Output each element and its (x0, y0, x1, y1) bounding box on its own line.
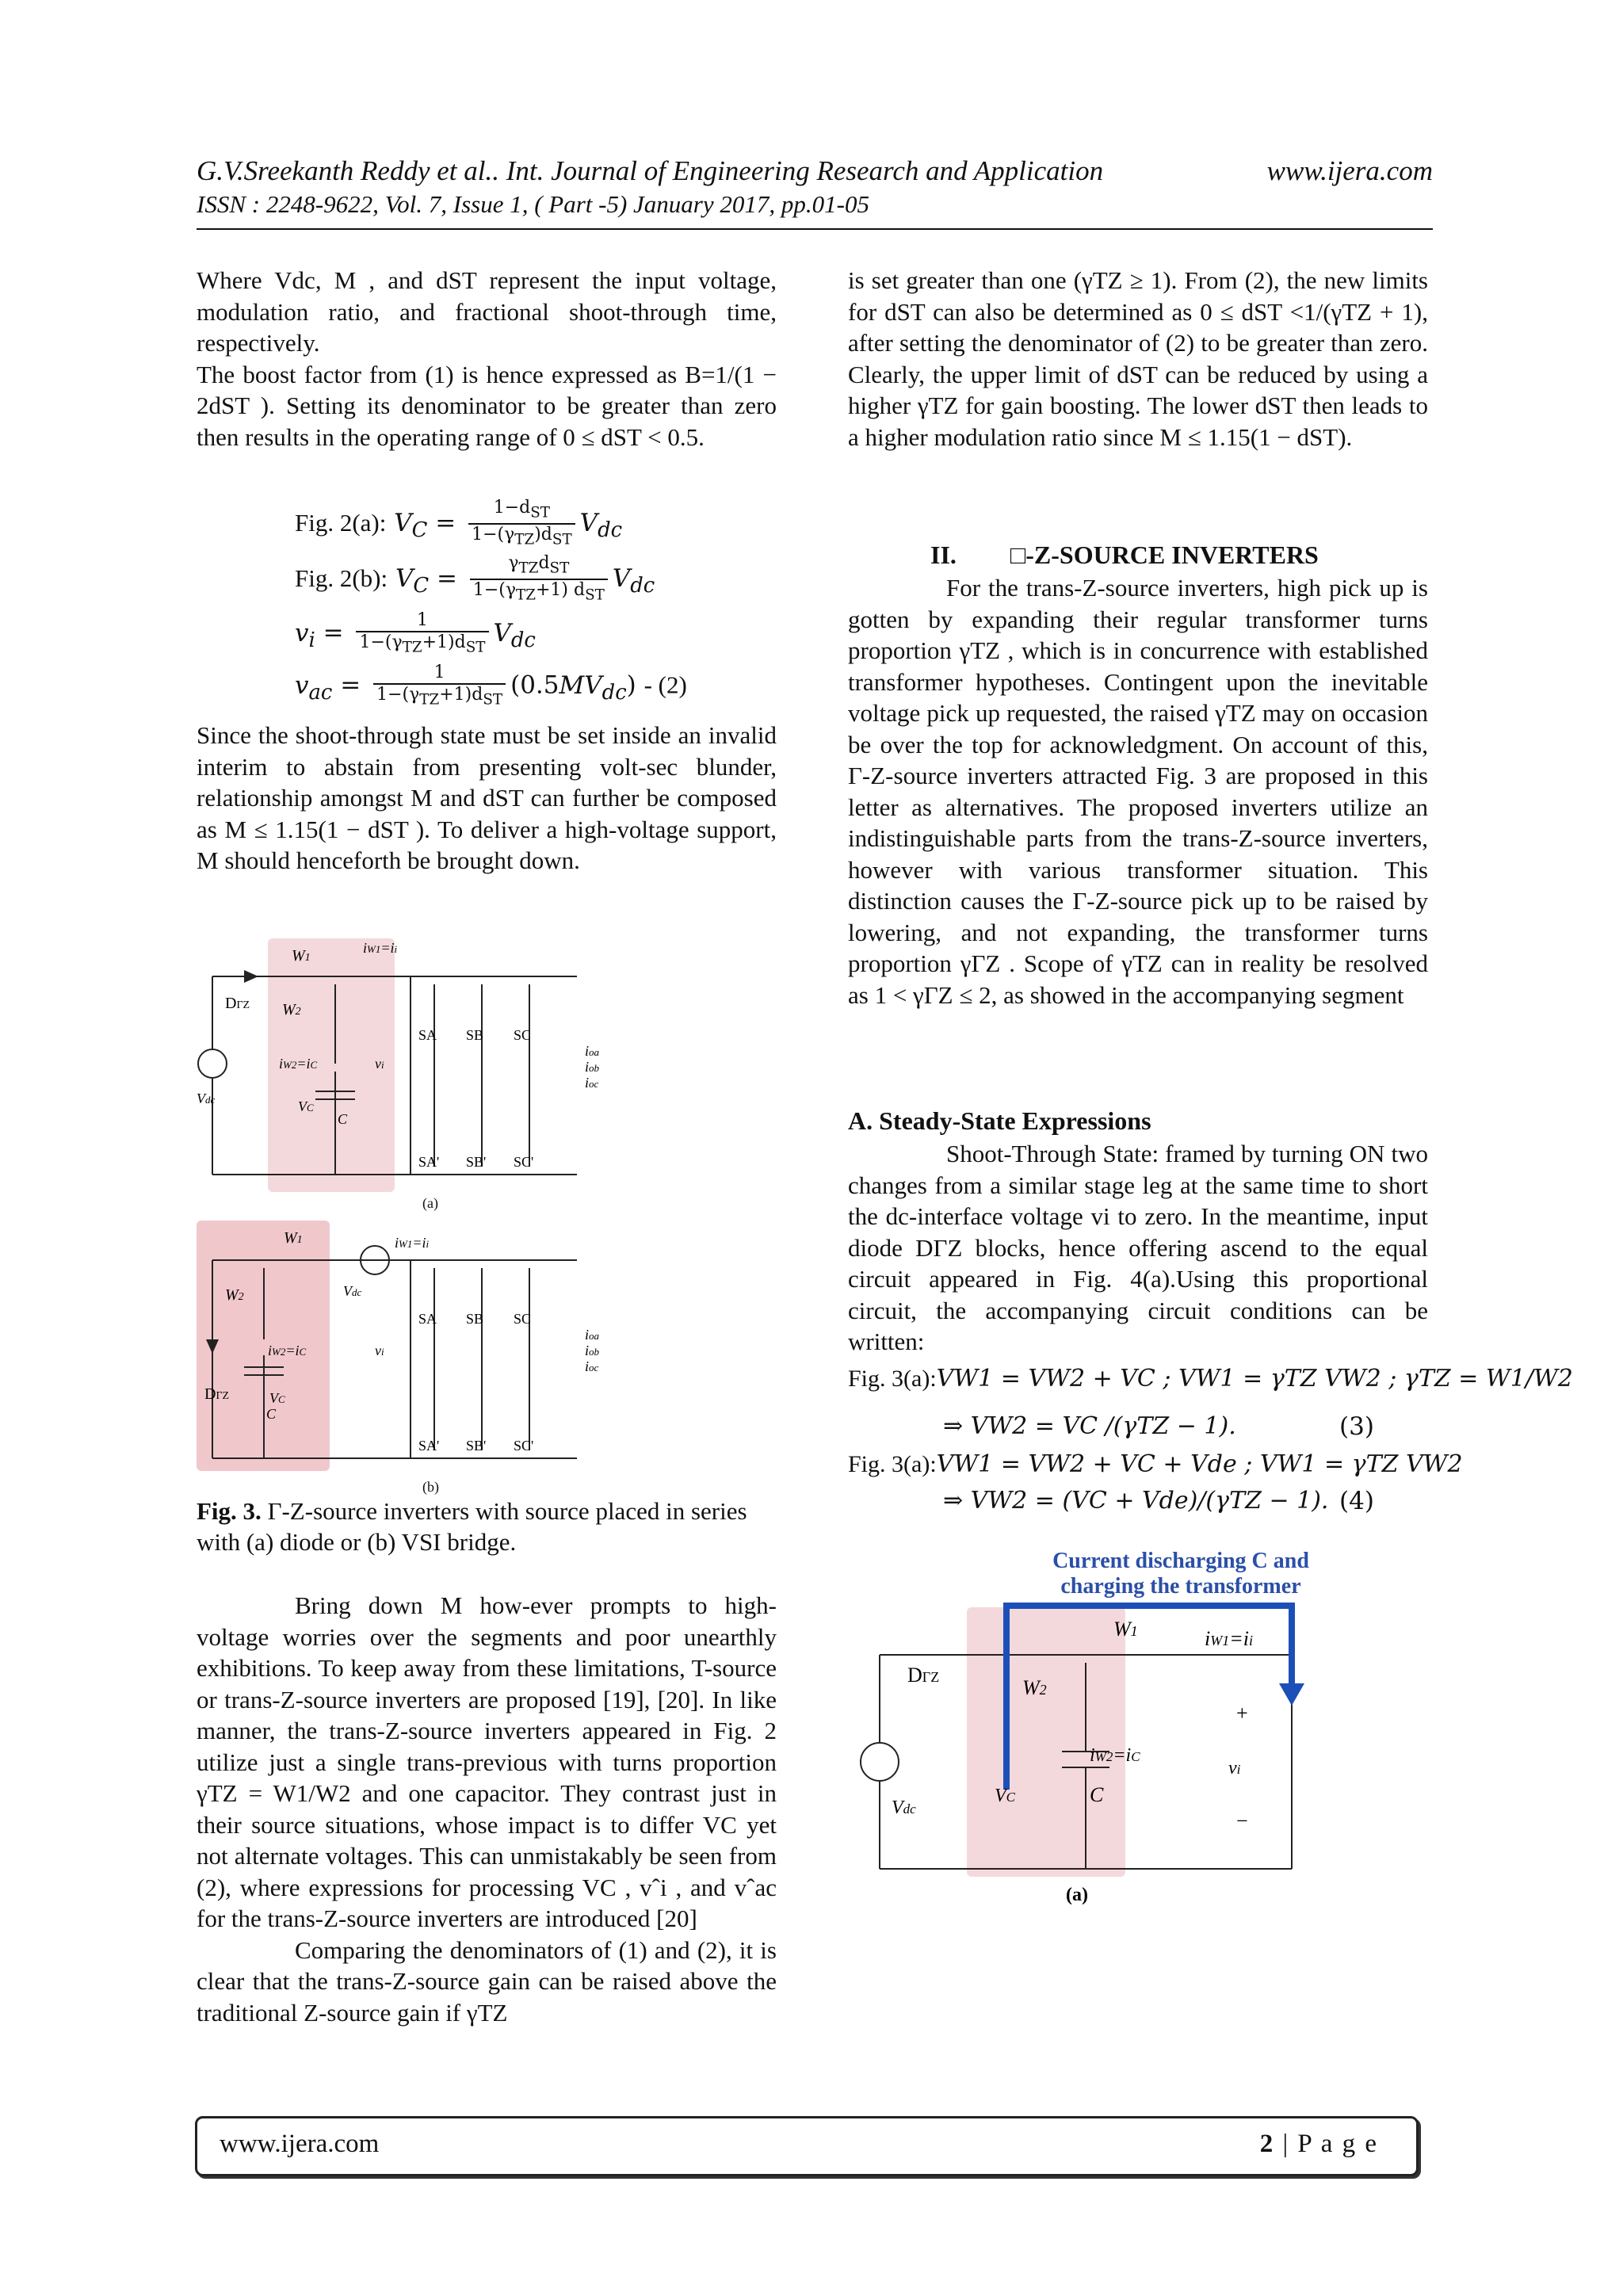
svg-text:W2: W2 (225, 1286, 244, 1304)
svg-text:SB: SB (466, 1027, 484, 1043)
svg-text:W1: W1 (284, 1229, 303, 1247)
svg-text:SA: SA (418, 1311, 437, 1327)
svg-text:ioc: ioc (585, 1358, 599, 1374)
footer-page: 2 | P a g e (1259, 2130, 1378, 2158)
svg-text:DΓZ: DΓZ (204, 1385, 230, 1403)
svg-text:SC': SC' (514, 1154, 534, 1170)
section-title: □-Z-SOURCE INVERTERS (1010, 541, 1319, 569)
svg-text:iob: iob (585, 1343, 600, 1358)
svg-text:VC: VC (298, 1098, 314, 1114)
svg-text:Vdc: Vdc (197, 1091, 216, 1106)
right-paragraph-2: For the trans-Z-source inverters, high pick up is gotten by expanding their regular transformer turns proportion γTZ , which is in concurrence with established transformer hypotheses. Contingent upon the inevitable voltage pick up requested, the raised γTZ may on occasion be over the top for acknowledgment. On account of this, Γ-Z-source inverters attracted Fig. 3 are proposed in this letter as alternatives. The proposed inverters utilize an indistinguishable parts from the trans-Z-source inverters, however with various transformer situation. This distinction causes the Γ-Z-source pick up to be raised by lowering, and not expanding, the transformer turns proportion γΓZ . Scope of γTZ can in reality be resolved as 1 < γΓZ ≤ 2, as showed in the accompanying segment (848, 574, 1428, 1009)
svg-text:iW2=iC: iW2=iC (268, 1343, 307, 1358)
svg-text:ioa: ioa (585, 1043, 600, 1059)
figure-4a-label: (a) (1066, 1885, 1088, 1905)
svg-text:SA: SA (418, 1027, 437, 1043)
equation-fig2b: Fig. 2(b): $V_C$ = $\frac{\gamma_{TZ}d_{ST}}{1-(\gamma_{TZ}+1) d_{ST}}$ $V_{dc}$ (295, 553, 655, 604)
svg-text:iW2=iC: iW2=iC (1090, 1745, 1140, 1766)
svg-text:SB': SB' (466, 1154, 487, 1170)
svg-text:ioc: ioc (585, 1075, 599, 1091)
svg-text:SA': SA' (418, 1438, 440, 1454)
svg-text:SB': SB' (466, 1438, 487, 1454)
svg-text:iW1=ii: iW1=ii (1205, 1627, 1254, 1650)
svg-text:SC': SC' (514, 1438, 534, 1454)
figure-4a-banner-line2: charging the transformer (1060, 1574, 1301, 1599)
equation-3-line2: ⇒ VW2 = VC /(γTZ − 1). (943, 1412, 1236, 1440)
left-paragraph-2: The boost factor from (1) is hence expressed as B=1/(1 − 2dST ). Setting its denominator to be greater than zero then results in the operating range of 0 ≤ dST < 0.5. (197, 360, 777, 451)
subsection-heading: A. Steady-State Expressions (848, 1106, 1151, 1135)
svg-text:C: C (338, 1111, 348, 1127)
svg-text:DΓZ: DΓZ (907, 1664, 940, 1687)
equation-4-tag: (4) (1339, 1487, 1374, 1515)
header-issn: ISSN : 2248-9622, Vol. 7, Issue 1, ( Part -5) January 2017, pp.01-05 (197, 190, 869, 218)
svg-text:DΓZ: DΓZ (225, 995, 250, 1012)
left-paragraph-3: Since the shoot-through state must be set inside an invalid interim to abstain from presenting volt-sec blunder, relationship amongst M and dST can further be composed as M ≤ 1.15(1 − dST ). To deliver a high-voltage support, M should henceforth be brought down. (197, 721, 777, 874)
header-citation: G.V.Sreekanth Reddy et al.. Int. Journal of Engineering Research and Application (197, 155, 1104, 186)
svg-text:W1: W1 (1113, 1618, 1138, 1641)
svg-text:iW1=ii: iW1=ii (395, 1235, 430, 1251)
figure-4a-banner-line1: Current discharging C and (1052, 1549, 1309, 1573)
page-footer (195, 2116, 1419, 2176)
right-paragraph-1: is set greater than one (γTZ ≥ 1). From (2), the new limits for dST can also be determined as 0 ≤ dST <1/(γTZ + 1), after setting the denominator of (2) to be greater than zero. Clearly, the upper limit of dST can be reduced by using a higher γTZ for gain boosting. The lower dST then leads to a higher modulation ratio since M ≤ 1.15(1 − dST). (848, 266, 1428, 451)
svg-text:Vdc: Vdc (892, 1797, 916, 1818)
svg-text:−: − (1236, 1809, 1248, 1832)
svg-text:VC: VC (995, 1786, 1016, 1806)
svg-text:vi: vi (375, 1343, 384, 1358)
svg-text:W1: W1 (292, 947, 311, 965)
equation-2-tag: - (2) (643, 670, 687, 699)
figure-3a-circuit (197, 929, 648, 1214)
equation-3: Fig. 3(a):VW1 = VW2 + VC ; VW1 = γTZ VW2 ; γTZ = W1/W2 (848, 1365, 1573, 1392)
footer-website[interactable]: www.ijera.com (220, 2130, 380, 2158)
svg-text:SB: SB (466, 1311, 484, 1327)
svg-text:vi: vi (375, 1056, 384, 1072)
equation-vi: $v_i$ = $\frac{1}{1-(\gamma_{TZ}+1)d_{ST}}$ $V_{dc}$ (295, 610, 536, 656)
page-number: 2 (1259, 2130, 1275, 2158)
section-number: II. (930, 541, 957, 569)
svg-text:C: C (1090, 1783, 1104, 1806)
left-paragraph-4: Bring down M how-ever prompts to high-voltage worries over the segments and poor unearthly exhibitions. To keep away from these limitations, T-source or trans-Z-source inverters are proposed [19], [20]. In like manner, the trans-Z-source inverters appeared in Fig. 2 utilize just a single trans-previous with turns proportion γTZ = W1/W2 and one capacitor. They contrast just in their source situations, whose impact is to differ VC yet not alternate voltages. This can unmistakably be seen from (2), where expressions for processing VC , vˆi , and vˆac for the trans-Z-source inverters are introduced [20] Comparing the denominators of (1) and (2), it is clear that the trans-Z-source gain can be raised above the traditional Z-source gain if γTZ (197, 1590, 777, 2028)
equation-4: Fig. 3(a):VW1 = VW2 + VC + Vde ; VW1 = γTZ VW2 (848, 1450, 1463, 1478)
equation-fig2a: Fig. 2(a): $V_C$ = $\frac{1-d_{ST}}{1-(\gamma_{TZ})d_{ST}}$ $V_{dc}$ (295, 498, 623, 548)
left-paragraph-5: Comparing the denominators of (1) and (2), it is clear that the trans-Z-source gain can be raised above the traditional Z-source gain if γTZ (197, 1935, 777, 2027)
svg-text:W2: W2 (1022, 1676, 1047, 1699)
svg-text:+: + (1236, 1702, 1248, 1725)
svg-text:SC: SC (514, 1311, 532, 1327)
section-heading (930, 541, 1319, 570)
svg-text:Vdc: Vdc (343, 1283, 362, 1299)
figure-3b-label: (b) (422, 1479, 439, 1495)
svg-text:vi: vi (1228, 1758, 1241, 1778)
running-header (197, 155, 1433, 187)
figure-3-caption: Fig. 3. Γ-Z-source inverters with source placed in series with (a) diode or (b) VSI bridge. (197, 1497, 747, 1556)
svg-text:VC: VC (269, 1390, 285, 1406)
svg-text:iob: iob (585, 1059, 600, 1075)
figure-3a-label: (a) (422, 1195, 438, 1211)
header-website[interactable]: www.ijera.com (1266, 155, 1433, 186)
svg-text:SA': SA' (418, 1154, 440, 1170)
svg-text:C: C (266, 1406, 277, 1422)
right-paragraph-3: Shoot-Through State: framed by turning ON two changes from a similar stage leg at the same time to short the dc-interface voltage vi to zero. In the meantime, input diode DΓZ blocks, hence offering ascend to the equal circuit appeared in Fig. 4(a).Using this proportional circuit, the accompanying circuit conditions can be written: (848, 1140, 1428, 1355)
equation-4-line2: ⇒ VW2 = (VC + Vde)/(γTZ − 1). (943, 1487, 1329, 1515)
equation-vac: $v_{ac}$ = $\frac{1}{1-(\gamma_{TZ}+1)d_{ST}}$ $(0.5MV_{dc}) - (2)$ (295, 663, 687, 709)
left-paragraph-1: Where Vdc, M , and dST represent the input voltage, modulation ratio, and fractional shoot-through time, respectively. The boost factor from (1) is hence expressed as B=1/(1 − 2dST ). Setting its denominator to be greater than zero then results in the operating range of 0 ≤ dST < 0.5. (197, 265, 777, 453)
figure-4a-circuit (848, 1544, 1419, 1908)
svg-text:iW1=ii: iW1=ii (363, 940, 398, 956)
equation-3-tag: (3) (1339, 1412, 1374, 1441)
svg-text:ioa: ioa (585, 1327, 600, 1343)
svg-text:SC: SC (514, 1027, 532, 1043)
svg-text:W2: W2 (282, 1001, 301, 1018)
svg-text:iW2=iC: iW2=iC (279, 1056, 318, 1072)
figure-3b-circuit (197, 1221, 648, 1490)
header-rule (197, 228, 1433, 230)
